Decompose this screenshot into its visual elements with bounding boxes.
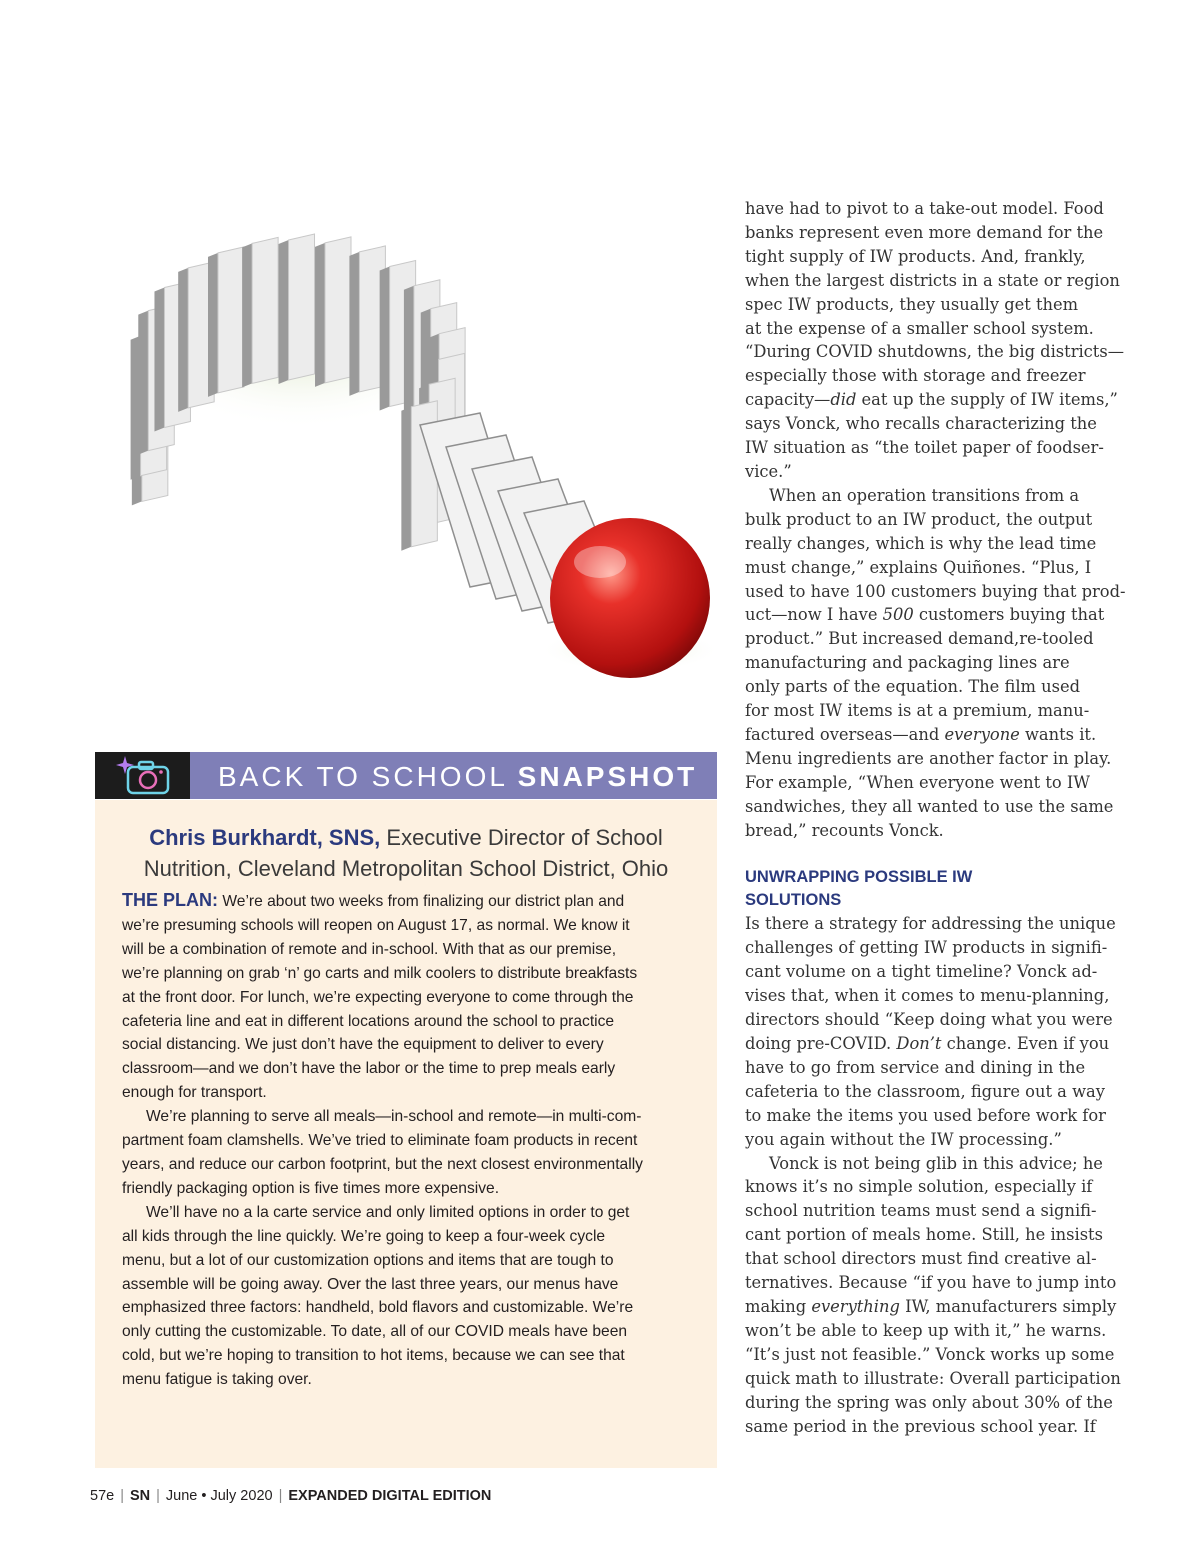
- domino: [242, 237, 278, 387]
- text-line: for most IW items is at a premium, manu-: [745, 701, 1090, 721]
- text-line: product.” But increased demand,re-tooled: [745, 629, 1094, 649]
- text-line: “It’s just not feasible.” Vonck works up some: [745, 1344, 1115, 1364]
- text-line: vises that, when it comes to menu-planning,: [745, 986, 1110, 1006]
- edition-label: EXPANDED DIGITAL EDITION: [288, 1488, 492, 1504]
- emphasis: did: [830, 390, 857, 410]
- red-ball: [550, 518, 710, 678]
- page-footer: [90, 1488, 491, 1504]
- text-line: [745, 1032, 1120, 1056]
- text-line: enough for transport.: [122, 1084, 267, 1102]
- emphasis: everyone: [944, 724, 1020, 744]
- subheading-line: SOLUTIONS: [745, 891, 842, 910]
- text-line: same period in the previous school year. If: [745, 1416, 1096, 1436]
- text-line: bread,” recounts Vonck.: [745, 820, 944, 840]
- text-run: IW, manufacturers simply: [899, 1296, 1117, 1316]
- text-line: especially those with storage and freezer: [745, 366, 1086, 386]
- text-line: cant volume on a tight timeline? Vonck ad-: [745, 962, 1098, 982]
- text-run: uct—now I have: [745, 605, 883, 625]
- text-line: [745, 1295, 1120, 1319]
- byline-title: Executive Director of School: [380, 825, 663, 850]
- text-line: cant portion of meals home. Still, he insists: [745, 1225, 1103, 1245]
- footer-separator: |: [278, 1488, 283, 1504]
- article-paragraph: [745, 1152, 1120, 1439]
- text-line: menu, but a lot of our customization options and items that are tough to: [122, 1251, 614, 1269]
- emphasis: 500: [882, 605, 914, 625]
- text-line: spec IW products, they usually get them: [745, 294, 1079, 314]
- subheading-line: UNWRAPPING POSSIBLE IW: [745, 868, 973, 887]
- text-line: we’re presuming schools will reopen on August 17, as normal. We know it: [122, 916, 630, 934]
- text-line: have had to pivot to a take-out model. Food: [745, 199, 1104, 218]
- emphasis: Don’t: [896, 1034, 942, 1053]
- text-line: years, and reduce our carbon footprint, but the next closest environmentally: [122, 1155, 643, 1173]
- text-run: eat up the supply of IW items,”: [856, 390, 1118, 410]
- text-line: sandwiches, they all wanted to use the same: [745, 796, 1114, 816]
- text-line: tight supply of IW products. And, frankly,: [745, 246, 1086, 266]
- banner-title-bold: SNAPSHOT: [517, 761, 698, 792]
- text-line: knows it’s no simple solution, especially if: [745, 1177, 1093, 1197]
- text-line: vice.”: [745, 461, 792, 481]
- text-line: [745, 723, 1120, 747]
- text-line: manufacturing and packaging lines are: [745, 653, 1070, 673]
- text-line: at the expense of a smaller school system.: [745, 318, 1094, 338]
- byline-line: Nutrition, Cleveland Metropolitan School District, Ohio: [143, 856, 669, 881]
- text-line: [745, 388, 1120, 412]
- text-line: cold, but we’re hoping to transition to hot items, because we can see that: [122, 1347, 625, 1365]
- text-line: have to go from service and dining in the: [745, 1057, 1086, 1077]
- snapshot-byline: [95, 822, 717, 884]
- text-line: [122, 889, 697, 914]
- text-line: cafeteria to the classroom, figure out a way: [745, 1081, 1105, 1101]
- text-run: wants it.: [1019, 724, 1097, 744]
- text-line: says Vonck, who recalls characterizing the: [745, 414, 1097, 434]
- article-paragraph: [745, 197, 1124, 484]
- text-line: that school directors must find creative al-: [745, 1249, 1097, 1269]
- text-run: capacity—: [745, 390, 831, 410]
- text-run: factured overseas—and: [745, 724, 945, 744]
- text-line: used to have 100 customers buying that prod-: [745, 581, 1126, 601]
- page-number: 57e: [90, 1488, 115, 1504]
- text-line: won’t be able to keep up with it,” he warns.: [745, 1320, 1107, 1340]
- emphasis: everything: [811, 1296, 900, 1316]
- text-line: We’ll have no a la carte service and only limited options in order to get: [146, 1203, 630, 1221]
- banner-title: [218, 752, 697, 799]
- text-line: Is there a strategy for addressing the unique: [745, 914, 1116, 934]
- text-line: cafeteria line and eat in different locations around the school to practice: [122, 1012, 615, 1030]
- text-run: We’re about two weeks from finalizing our district plan and: [218, 893, 625, 910]
- text-line: emphasized three factors: handheld, bold flavors and customizable. We’re: [122, 1299, 634, 1317]
- text-line: ternatives. Because “if you have to jump into: [745, 1273, 1117, 1293]
- text-line: quick math to illustrate: Overall participation: [745, 1368, 1121, 1388]
- subheading: [745, 866, 1120, 912]
- text-line: [745, 603, 1120, 627]
- article-paragraph: [745, 484, 1126, 843]
- text-line: When an operation transitions from a: [769, 485, 1080, 505]
- text-line: we’re planning on grab ‘n’ go carts and milk coolers to distribute breakfasts: [122, 964, 638, 982]
- text-line: when the largest districts in a state or region: [745, 270, 1120, 290]
- camera-icon-box: [95, 752, 190, 799]
- text-line: banks represent even more demand for the: [745, 222, 1104, 242]
- text-run: change. Even if you: [941, 1034, 1110, 1053]
- banner-title-light: BACK TO SCHOOL: [218, 761, 518, 792]
- text-line: at the front door. For lunch, we’re expecting everyone to come through the: [122, 988, 634, 1006]
- domino: [315, 237, 351, 387]
- text-line: bulk product to an IW product, the output: [745, 509, 1093, 529]
- text-line: school nutrition teams must send a signifi-: [745, 1201, 1097, 1221]
- text-line: menu fatigue is taking over.: [122, 1371, 312, 1389]
- text-line: during the spring was only about 30% of the: [745, 1392, 1113, 1412]
- snapshot-banner: [95, 752, 717, 799]
- text-line: will be a combination of remote and in-school. With that as our premise,: [122, 940, 617, 958]
- dominoes-illustration: [60, 170, 730, 710]
- article-right-column: [745, 197, 1126, 1438]
- text-line: Vonck is not being glib in this advice; he: [769, 1153, 1103, 1173]
- text-line: Menu ingredients are another factor in play.: [745, 748, 1112, 768]
- domino: [208, 247, 244, 397]
- text-line: IW situation as “the toilet paper of foodser-: [745, 438, 1104, 458]
- text-line: only parts of the equation. The film used: [745, 677, 1081, 697]
- ball-highlight: [574, 546, 626, 578]
- issue-date: June • July 2020: [165, 1488, 273, 1504]
- text-line: must change,” explains Quiñones. “Plus, I: [745, 557, 1092, 577]
- byline-line: [95, 822, 717, 853]
- plan-label: THE PLAN:: [122, 890, 218, 910]
- text-line: really changes, which is why the lead time: [745, 533, 1097, 553]
- text-line: We’re planning to serve all meals—in-school and remote—in multi-com-: [146, 1108, 642, 1126]
- text-line: directors should “Keep doing what you were: [745, 1010, 1113, 1030]
- text-line: only cutting the customizable. To date, all of our COVID meals have been: [122, 1323, 628, 1341]
- footer-separator: |: [156, 1488, 160, 1504]
- text-run: customers buying that: [913, 605, 1105, 625]
- domino: [279, 234, 315, 384]
- text-run: doing pre-COVID.: [745, 1034, 897, 1053]
- text-line: challenges of getting IW products in signifi-: [745, 938, 1108, 958]
- article-paragraph: [745, 912, 1120, 1151]
- text-line: social distancing. We just don’t have the equipment to deliver to every: [122, 1036, 604, 1054]
- text-line: classroom—and we don’t have the labor or the time to prep meals early: [122, 1060, 616, 1078]
- footer-separator: |: [120, 1488, 124, 1504]
- snapshot-body: [122, 889, 697, 1392]
- text-line: For example, “When everyone went to IW: [745, 772, 1091, 792]
- text-line: all kids through the line quickly. We’re going to keep a four-week cycle: [122, 1227, 606, 1245]
- text-run: making: [745, 1296, 812, 1316]
- text-line: “During COVID shutdowns, the big districts—: [745, 342, 1124, 362]
- text-line: friendly packaging option is five times more expensive.: [122, 1179, 500, 1197]
- byline-name: Chris Burkhardt, SNS,: [149, 825, 381, 850]
- magazine-name: SN: [129, 1488, 151, 1504]
- text-line: assemble will be going away. Over the last three years, our menus have: [122, 1275, 619, 1293]
- text-line: you again without the IW processing.”: [745, 1129, 1062, 1149]
- text-line: to make the items you used before work for: [745, 1105, 1106, 1125]
- camera-sparkle-icon: [95, 752, 190, 799]
- text-line: partment foam clamshells. We’ve tried to eliminate foam products in recent: [122, 1132, 638, 1150]
